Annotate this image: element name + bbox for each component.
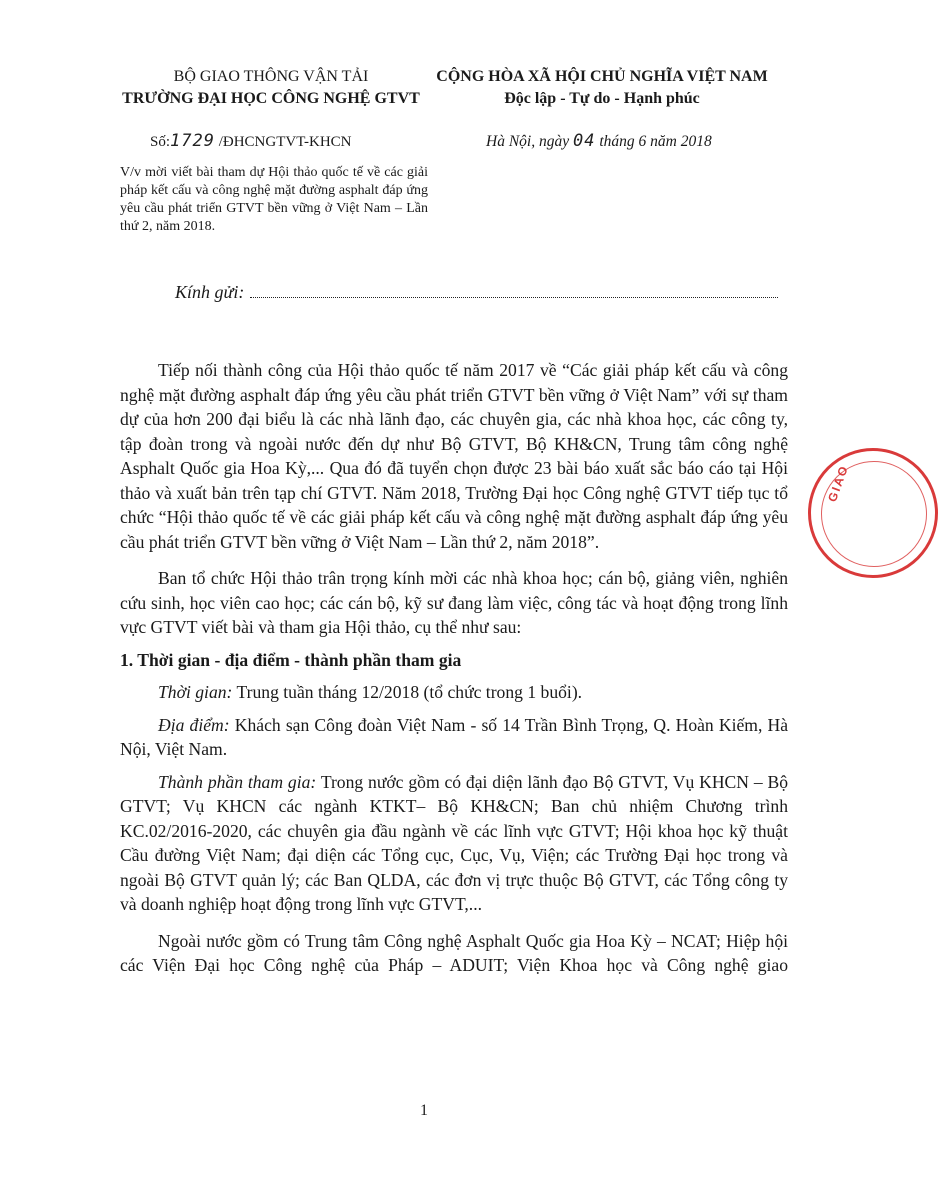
- participants-value: Trong nước gồm có đại diện lãnh đạo Bộ GTVT, Vụ KHCN – Bộ GTVT; Vụ KHCN các ngành KTKT– Bộ KH&CN; Ban chủ nhiệm Chương trình KC.02/2016-2020, các chuyên gia đầu ngành về các lĩnh vực GTVT; Hội khoa học kỹ thuật Cầu đường Việt Nam; đại diện các Tổng cục, Cục, Vụ, Viện; các Trường Đại học trong và ngoài Bộ GTVT quản lý; các Ban QLDA, các đơn vị trực thuộc Bộ GTVT, các Tổng công ty và doanh nghiệp hoạt động trong lĩnh vực GTVT,...: [120, 771, 788, 914]
- time-value: Trung tuần tháng 12/2018 (tổ chức trong 1 buổi).: [236, 682, 583, 702]
- place-label: Địa điểm:: [158, 714, 230, 735]
- paragraph-intro: Tiếp nối thành công của Hội thảo quốc tế năm 2017 về “Các giải pháp kết cấu và công nghệ mặt đường asphalt đáp ứng yêu cầu phát triển GTVT bền vững ở Việt Nam” với sự tham dự của hơn 200 đại biểu là các nhà lãnh đạo, các chuyên gia, các nhà khoa học, các công ty, tập đoàn trong và ngoài nước đến dự như Bộ GTVT, Bộ KH&CN, Trung tâm công nghệ Asphalt Quốc gia Hoa Kỳ,... Qua đó đã tuyển chọn được 23 bài báo xuất sắc báo cáo tại Hội thảo và xuất bản trên tạp chí GTVT. Năm 2018, Trường Đại học Công nghệ GTVT tiếp tục tổ chức “Hội thảo quốc tế về các giải pháp kết cấu và công nghệ mặt đường asphalt đáp ứng yêu cầu phát triển GTVT bền vững ở Việt Nam – Lần thứ 2, năm 2018”.: [120, 360, 788, 552]
- letter-body: [120, 358, 788, 978]
- official-seal: [808, 448, 938, 578]
- participants-label: Thành phần tham gia:: [158, 771, 317, 792]
- paragraph-invitation: Ban tổ chức Hội thảo trân trọng kính mời các nhà khoa học; cán bộ, giảng viên, nghiên cứu sinh, học viên cao học; các cán bộ, kỹ sư đang làm việc, công tác và hoạt động trong lĩnh vực GTVT viết bài và tham gia Hội thảo, cụ thể như sau:: [120, 568, 788, 637]
- foreign-participants-paragraph: Ngoài nước gồm có Trung tâm Công nghệ Asphalt Quốc gia Hoa Kỳ – NCAT; Hiệp hội các Viện Đại học Công nghệ của Pháp – ADUIT; Viện Khoa học và Công nghệ giao: [120, 930, 788, 975]
- subject-line: V/v mời viết bài tham dự Hội thảo quốc tế về các giải pháp kết cấu và công nghệ mặt đường asphalt đáp ứng yêu cầu phát triển GTVT bền vững ở Việt Nam – Lần thứ 2, năm 2018.: [120, 165, 428, 234]
- addressee: [175, 282, 778, 303]
- ministry-name: BỘ GIAO THÔNG VẬN TẢI: [173, 68, 369, 85]
- section-heading: 1. Thời gian - địa điểm - thành phần tham gia: [120, 649, 462, 670]
- motto: Độc lập - Tự do - Hạnh phúc: [504, 90, 700, 107]
- header-left: [120, 66, 422, 110]
- handwritten-number: 1729: [170, 131, 215, 151]
- number-prefix: Số:: [150, 134, 171, 150]
- date-prefix: Hà Nội, ngày: [486, 133, 570, 150]
- university-name: TRƯỜNG ĐẠI HỌC CÔNG NGHỆ GTVT: [122, 90, 420, 107]
- document-number: [150, 130, 352, 153]
- seal-text: GIAO: [825, 462, 852, 504]
- header-right: [432, 66, 772, 110]
- place-paragraph: [120, 713, 788, 762]
- document-date: [486, 130, 712, 153]
- date-suffix: tháng 6 năm 2018: [599, 133, 712, 150]
- participants-paragraph: [120, 770, 788, 917]
- addressee-label: Kính gửi:: [175, 282, 245, 302]
- time-paragraph: [120, 680, 788, 705]
- handwritten-day: 04: [572, 131, 596, 151]
- time-label: Thời gian:: [158, 682, 233, 702]
- place-value: Khách sạn Công đoàn Việt Nam - số 14 Trần Bình Trọng, Q. Hoàn Kiếm, Hà Nội, Việt Nam.: [120, 714, 789, 759]
- page-number: 1: [420, 1102, 428, 1119]
- addressee-dotted-line: [250, 283, 778, 298]
- republic-name: CỘNG HÒA XÃ HỘI CHỦ NGHĨA VIỆT NAM: [436, 68, 768, 85]
- number-suffix: /ĐHCNGTVT-KHCN: [218, 134, 352, 150]
